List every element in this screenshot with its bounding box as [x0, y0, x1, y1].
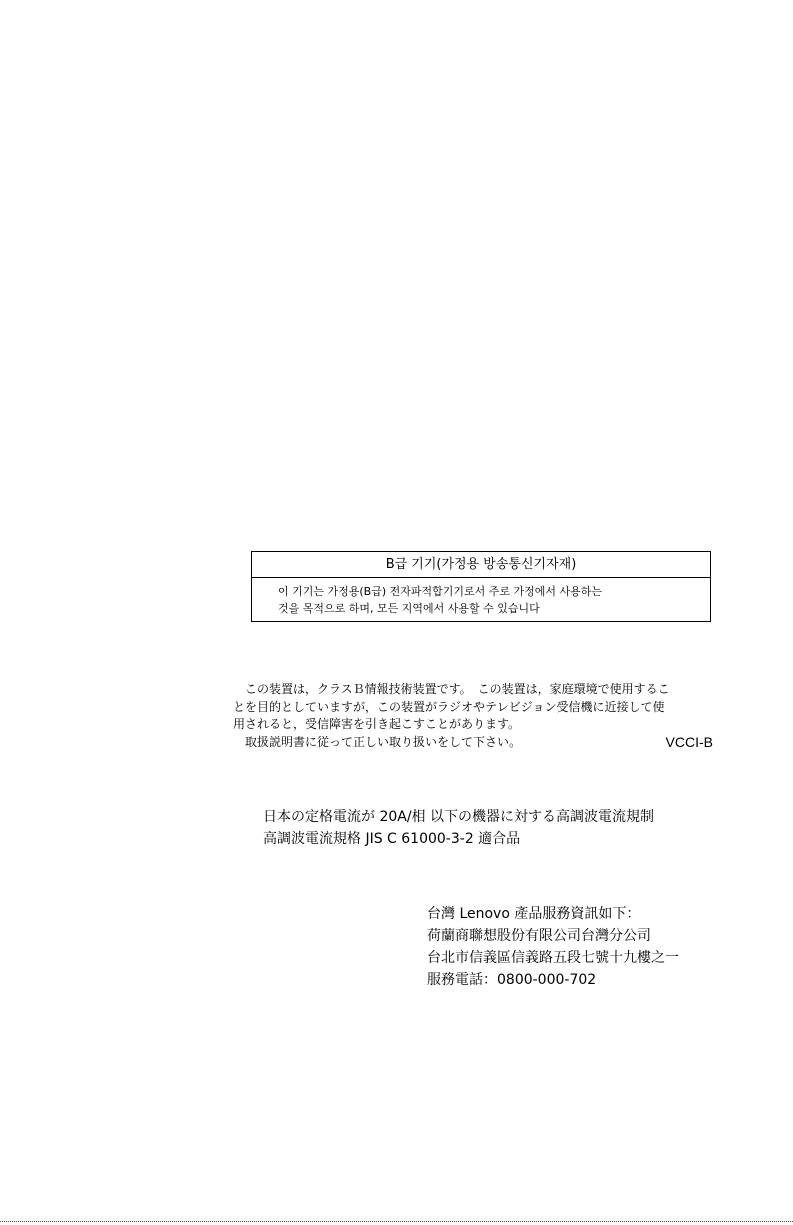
vcci-notice [233, 681, 715, 751]
taiwan-info-line: 服務電話：0800-000-702 [427, 972, 597, 988]
taiwan-info-line: 台北市信義區信義路五段七號十九樓之一 [427, 950, 679, 966]
vcci-notice-line-text: 取扱説明書に従って正しい取り扱いをして下さい。 [233, 734, 522, 749]
korean-notice-line: 것을 목적으로 하며, 모든 지역에서 사용할 수 있습니다 [278, 602, 540, 615]
vcci-notice-line: 用されると，受信障害を引き起こすことがあります。 [233, 717, 521, 731]
taiwan-info-line: 荷蘭商聯想股份有限公司台灣分公司 [427, 928, 651, 944]
page-bottom-rule [0, 1221, 793, 1222]
vcci-notice-last-line [233, 734, 715, 752]
korean-emc-notice [251, 551, 711, 622]
jis-notice-line: 高調波電流規格 JIS C 61000-3-2 適合品 [263, 831, 521, 847]
korean-notice-title: B급 기기(가정용 방송통신기자재) [252, 552, 710, 578]
jis-harmonics-notice [263, 806, 654, 850]
korean-notice-body [252, 578, 710, 617]
taiwan-info-line: 台灣 Lenovo 產品服務資訊如下： [427, 906, 641, 922]
vcci-b-mark: VCCI-B [665, 733, 713, 750]
jis-notice-line: 日本の定格電流が 20A/相 以下の機器に対する高調波電流規制 [263, 809, 655, 825]
taiwan-service-info [427, 903, 679, 991]
vcci-notice-line: とを目的としていますが，この装置がラジオやテレビジョン受信機に近接して使 [233, 699, 665, 714]
korean-notice-line: 이 기기는 가정용(B급) 전자파적합기기로서 주로 가정에서 사용하는 [278, 585, 603, 598]
vcci-notice-line: この装置は，クラスＢ情報技術装置です。 この装置は，家庭環境で使用するこ [233, 682, 670, 696]
